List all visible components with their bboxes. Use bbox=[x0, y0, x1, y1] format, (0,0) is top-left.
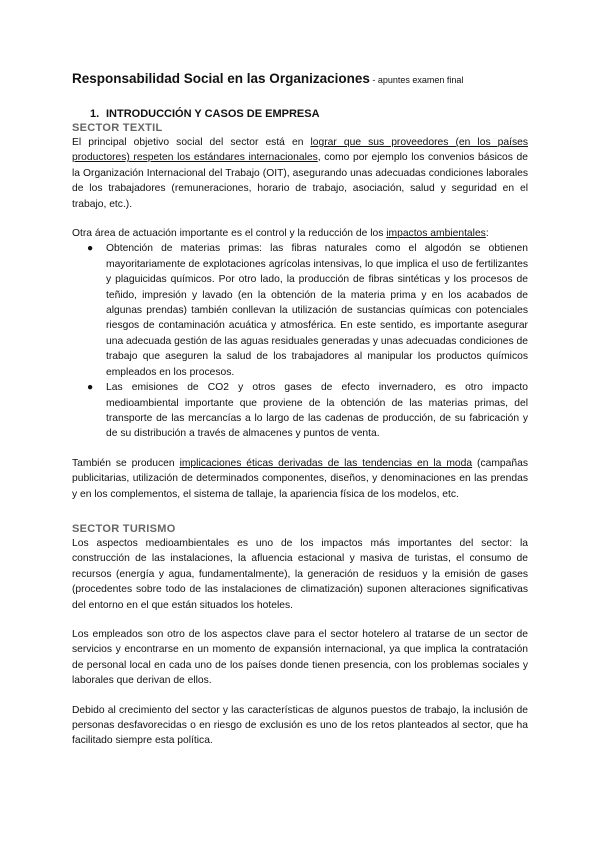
text-run: , como por ejemplo los convenios básicos de la Organización Internacional del Trabajo (OIT), asegurando unas adecuadas condiciones laborales de los trabajadores (remuneraciones, horario de trabajo, asociación, salud y seguridad en el trabajo, etc.). bbox=[72, 152, 528, 210]
section-title: INTRODUCCIÓN Y CASOS DE EMPRESA bbox=[106, 108, 320, 120]
text-run: (campañas publicitarias, utilización de determinados componentes, diseños, y denominaciones en las prendas y en los complementos, el sistema de tallaje, la apariencia física de los modelos, etc. bbox=[72, 457, 528, 500]
document-subtitle: - apuntes examen final bbox=[369, 75, 464, 85]
textil-paragraph-3 bbox=[72, 456, 528, 502]
sector-turismo-heading: SECTOR TURISMO bbox=[72, 522, 176, 535]
section-heading bbox=[90, 107, 528, 121]
list-item-text: Las emisiones de CO2 y otros gases de efecto invernadero, es otro impacto medioambiental importante que proviene de la obtención de las materias primas, del transporte de las mercancías a lo largo de las cadenas de producción, de su fabricación y de su distribución a través de almacenes y puntos de venta. bbox=[106, 382, 528, 440]
sector-textil-heading: SECTOR TEXTIL bbox=[72, 122, 163, 134]
impacts-list bbox=[72, 241, 528, 441]
underlined-text: lograr que sus proveedores (en los países productores) respeten los estándares internacionales bbox=[72, 137, 528, 164]
text-run: También se producen bbox=[72, 457, 180, 469]
document-title bbox=[72, 70, 528, 89]
turismo-paragraph: Los empleados son otro de los aspectos clave para el sector hotelero al tratarse de un sector de servicios y encontrarse en un momento de expansión internacional, ya que implica la contratación de personal local en cada uno de los países donde tienen presencia, con los problemas sociales y laborales que derivan de ellos. bbox=[72, 628, 528, 687]
underlined-text: impactos ambientales bbox=[386, 228, 486, 240]
turismo-paragraph: Los aspectos medioambientales es uno de los impactos más importantes del sector: la construcción de las instalaciones, la afluencia estacional y masiva de turistas, el consumo de recursos (energía y agua, fundamentalmente), la generación de residuos y la emisión de gases (procedentes sobre todo de las instalaciones de climatización) suponen alteraciones significativas del entorno en el que están situados los hoteles. bbox=[72, 537, 528, 611]
bullet-icon: ● bbox=[87, 243, 94, 255]
list-item bbox=[87, 241, 528, 380]
title-text: Responsabilidad Social en las Organizaciones bbox=[72, 71, 370, 86]
textil-paragraph-2 bbox=[72, 226, 528, 241]
list-item-text: Obtención de materias primas: las fibras naturales como el algodón se obtienen mayoritariamente de explotaciones agrícolas intensivas, lo que implica el uso de fertilizantes y plaguicidas químicos. Por otro lado, la producción de fibras sintéticas y los procesos de teñido, impresión y lavado (en la obtención de la materia prima y en los acabados de algunas prendas) también conllevan la utilización de sustancias químicas con potenciales riesgos de contaminación acuática y atmosférica. En este sentido, es importante asegurar una adecuada gestión de las aguas residuales generadas y unas adecuadas condiciones de trabajo que aseguren la salud de los trabajadores al manipular los productos químicos empleados en los procesos. bbox=[106, 243, 528, 378]
list-item bbox=[87, 380, 528, 442]
text-run: El principal objetivo social del sector está en bbox=[72, 137, 311, 148]
document-page bbox=[72, 70, 528, 749]
turismo-paragraph: Debido al crecimiento del sector y las características de algunos puestos de trabajo, la inclusión de personas desfavorecidas o en riesgo de exclusión es uno de los retos planteados al sector, que ha facilitado siempre esta política. bbox=[72, 704, 528, 747]
text-run: Otra área de actuación importante es el control y la reducción de los bbox=[72, 228, 387, 240]
underlined-text: implicaciones éticas derivadas de las tendencias en la moda bbox=[179, 457, 473, 469]
section-number: 1. bbox=[90, 108, 100, 120]
bullet-icon: ● bbox=[87, 382, 94, 394]
textil-paragraph-1 bbox=[72, 135, 528, 212]
text-run: : bbox=[485, 228, 489, 240]
